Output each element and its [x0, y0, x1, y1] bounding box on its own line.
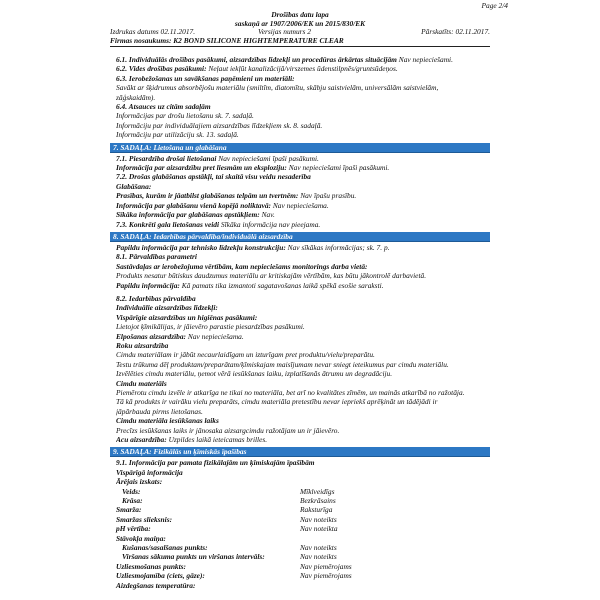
text-line [116, 313, 490, 322]
line-label: Cimdu materiāls [116, 378, 167, 388]
text-line [116, 243, 490, 252]
line-value: Tā kā produkts ir vairāku vielu preparāts, cimdu materiāla pretestību nevar iepriekš aprēķināt un tādējādi ir [116, 397, 438, 407]
property-label: Kušanas/sasalšanas punkts: [122, 543, 208, 552]
line-label: Cimdu materiāla iesūkšanas laiks [116, 416, 219, 426]
property-value: Nav piemērojams [300, 561, 352, 571]
text-line [116, 407, 490, 416]
section-7-heading: 7. SADAĻA: Lietošana un glabāšana [110, 143, 490, 153]
section-9-intro [116, 458, 490, 486]
text-line [116, 163, 490, 172]
text-line [116, 397, 490, 406]
line-label: Sastāvdaļas ar ierobežojuma vērtībām, kam nepieciešams monitorings darba vietā: [116, 261, 368, 271]
line-value: Nav sīkākas informācijas; sk. 7. p. [287, 242, 390, 252]
property-label: Viršanas sākuma punkts un viršanas intervāls: [122, 552, 265, 562]
line-label: 7.1. Piesardzība drošai lietošanai [116, 153, 217, 163]
text-line [116, 111, 490, 120]
line-value: Savākt ar šķidrumus absorbējošu materiālu (smiltīm, diatomītu, skābju saistvielām, universālām saistvielām, [116, 83, 439, 93]
text-line [116, 426, 490, 435]
line-value: Produkts nesatur būtiskus daudzumus materiālu ar kritiskajām vērtībām, kas būtu jākontrolē darbavietā. [116, 271, 427, 281]
line-label: 9.1. Informācija par pamata fizikālajām un ķīmiskajām īpašībām [116, 458, 315, 468]
property-value: Nav noteikts [300, 514, 337, 524]
text-line [116, 303, 490, 312]
line-value: Nav nepieciešami. [398, 55, 453, 64]
section-9-properties [116, 487, 490, 590]
line-value: Informāciju par utilizāciju sk. 13. sadaļā. [116, 130, 239, 140]
line-label: 8.1. Pārvaldības parametri [116, 252, 197, 262]
property-label: Smaržas slieksnis: [116, 514, 173, 524]
line-value: Nav. [261, 210, 275, 220]
text-line [116, 369, 490, 378]
line-value: Uzpildes laikā ieteicamas brilles. [168, 435, 268, 445]
text-line [116, 74, 490, 83]
line-value: jāpārbauda pirms lietošanas. [116, 406, 203, 416]
property-label: pH vērtība: [116, 524, 151, 534]
text-line [116, 93, 490, 102]
header-divider [110, 46, 490, 47]
text-line [116, 388, 490, 397]
text-line [116, 55, 490, 64]
page-number: Page 2/4 [481, 1, 508, 10]
line-value: Izvēlēties cimdu materiālu, ņemot vērā iesūkšanas laiku, izplatīšanās ātrumu un degradāciju. [116, 369, 393, 379]
section-9-heading: 9. SADAĻA: Fizikālās un ķīmiskās īpašības [110, 447, 490, 457]
line-label: 6.1. Individuālās drošības pasākumi, aizsardzības līdzekļi un procedūras ārkārtas situācijām [116, 55, 397, 64]
line-label: 7.2. Drošas glabāšanas apstākļi, tai skaitā visu veidu nesaderība [116, 172, 311, 182]
text-line [116, 64, 490, 73]
text-line [116, 210, 490, 219]
document-header [110, 10, 490, 28]
property-value: Nav noteikts [300, 543, 337, 552]
line-label: Vispārīgā informācija [116, 467, 183, 477]
line-value: Precīzs iesūkšanas laiks ir jānosaka aizsargcimdu ražotājam un ir jāievēro. [116, 425, 340, 435]
text-line [116, 281, 490, 290]
property-row [116, 496, 490, 505]
trade-name: Firmas nosaukums: K2 BOND SILICONE HIGHTEMPERATURE CLEAR [110, 36, 344, 45]
text-line [116, 191, 490, 200]
document-title: Drošības datu lapa [271, 10, 329, 19]
line-label: Glabāšana: [116, 181, 152, 191]
property-label: Stāvokļa maiņa: [116, 533, 166, 543]
text-line [116, 121, 490, 130]
text-line [116, 416, 490, 425]
line-value: Nav īpašu prasību. [300, 191, 357, 201]
property-row [116, 581, 490, 590]
text-line [116, 458, 490, 467]
text-line [116, 435, 490, 444]
line-value: Testu trūkuma dēļ produktam/preparātam/ķīmiskajam maisījumam nevar sniegt ieteikumus par cimdu materiālu. [116, 359, 449, 369]
line-value: Sīkāka informācija nav pieejama. [220, 219, 321, 229]
line-value: Piemērotu cimdu izvēle ir atkarīga ne tikai no materiāla, bet arī no kvalitātes zīmēm, un mainās atkarībā no ražotāja. [116, 388, 465, 397]
text-line [116, 102, 490, 111]
line-value: Cimdu materiālam ir jābūt necaurlaidīgam un izturīgam pret produktu/vielu/preparātu. [116, 350, 375, 360]
line-label: Elpošanas aizsardzība: [116, 331, 187, 341]
property-label: Uzliesmojamība (ciets, gāze): [116, 571, 205, 581]
property-label: Aizdegšanas temperatūra: [116, 580, 196, 590]
text-line [116, 341, 490, 350]
text-line [116, 477, 490, 486]
line-label: Papildu informācija par tehnisko līdzekļu konstrukciju: [116, 242, 286, 252]
text-line [116, 83, 490, 92]
text-line [116, 220, 490, 229]
text-line [116, 468, 490, 477]
section-8-part-b [116, 294, 490, 445]
line-label: 6.3. Ierobežošanas un savākšanas paņēmieni un materiāli: [116, 73, 295, 83]
property-label: Veids: [122, 486, 141, 496]
line-value: Nav nepieciešami īpaši pasākumi. [218, 153, 319, 163]
property-row [116, 562, 490, 571]
text-line [116, 360, 490, 369]
property-row [116, 534, 490, 543]
property-value: Raksturīga [300, 505, 333, 515]
text-line [116, 154, 490, 163]
line-value: Nav nepieciešama. [272, 200, 329, 210]
section-8-heading: 8. SADAĻA: Iedarbības pārvaldība/individuālā aizsardzība [110, 232, 490, 242]
property-value: Mīklveidīgs [300, 486, 335, 496]
line-value: Nav nepieciešama. [187, 331, 244, 341]
revised-date: Pārskatīts: 02.11.2017. [421, 27, 490, 36]
property-value: Bezkrāsains [300, 496, 336, 506]
property-label: Smarža: [116, 505, 142, 515]
property-value: Nav piemērojams [300, 571, 352, 581]
line-label: 6.2. Vides drošības pasākumi: [116, 64, 207, 74]
text-line [116, 182, 490, 191]
section-7 [116, 154, 490, 229]
text-line [116, 271, 490, 280]
property-label: Krāsa: [122, 496, 143, 506]
line-value: Neļaut iekļūt kanalizācijā/virszemes ūdenstilpnēs/gruntsūdeņos. [208, 64, 398, 74]
line-label: Prasības, kurām ir jāatbilst glabāšanas telpām un tvertnēm: [116, 191, 299, 201]
text-line [116, 262, 490, 271]
line-label: Acu aizsardzība: [116, 435, 167, 445]
section-8-part-a [116, 243, 490, 290]
property-row [116, 571, 490, 580]
text-line [116, 201, 490, 210]
property-row [116, 505, 490, 514]
line-label: Roku aizsardzība [116, 340, 169, 350]
line-label: Sīkāka informācija par glabāšanas apstākļiem: [116, 210, 260, 220]
issue-date: Izdrukas datums 02.11.2017. [110, 27, 196, 36]
property-label: Uzliesmošanas punkts: [116, 561, 187, 571]
text-line [116, 130, 490, 139]
text-line [116, 332, 490, 341]
property-row [116, 487, 490, 496]
property-row [116, 552, 490, 561]
line-label: Papildu informācija: [116, 280, 180, 290]
line-label: Vispārīgie aizsardzības un higiēnas pasākumi: [116, 312, 258, 322]
document-subtitle: saskaņā ar 1907/2006/EK un 2015/830/EK [234, 19, 366, 28]
text-line [116, 350, 490, 359]
line-label: Individuālie aizsardzības līdzekļi: [116, 303, 218, 313]
property-row [116, 543, 490, 552]
section-6 [116, 55, 490, 140]
line-value: Nav nepieciešami īpaši pasākumi. [288, 163, 390, 173]
line-value: Kā pamats tika izmantoti sagatavošanas laikā spēkā esošie saraksti. [181, 280, 384, 290]
line-label: Informācija par glabāšanu vienā kopējā noliktavā: [116, 200, 272, 210]
line-label: Informācija par aizsardzību pret liesmām un eksploziju: [116, 163, 287, 173]
line-value: Lietojot ķīmikālijas, ir jāievēro parastie piesardzības pasākumi. [116, 322, 305, 332]
line-value: Informāciju par individuālajiem aizsardzības līdzekļiem sk. 8. sadaļā. [116, 120, 323, 130]
property-value: Nav noteikta [300, 524, 338, 534]
line-label: 6.4. Atsauces uz citām sadaļām [116, 102, 211, 112]
line-value: zāģskaidām). [116, 92, 156, 102]
document-body [113, 55, 490, 590]
line-label: 8.2. Iedarbības pārvaldība [116, 293, 196, 303]
property-row [116, 515, 490, 524]
text-line [116, 172, 490, 181]
text-line [116, 252, 490, 261]
text-line [116, 322, 490, 331]
text-line [116, 294, 490, 303]
line-label: Ārējais izskats: [116, 477, 163, 487]
version-number: Versijas numurs 2 [258, 27, 311, 36]
property-row [116, 524, 490, 533]
line-label: 7.3. Konkrēti gala lietošanas veidi [116, 219, 220, 229]
text-line [116, 379, 490, 388]
line-value: Informācijas par drošu lietošanu sk. 7. sadaļā. [116, 111, 254, 121]
property-value: Nav noteikts [300, 552, 337, 562]
